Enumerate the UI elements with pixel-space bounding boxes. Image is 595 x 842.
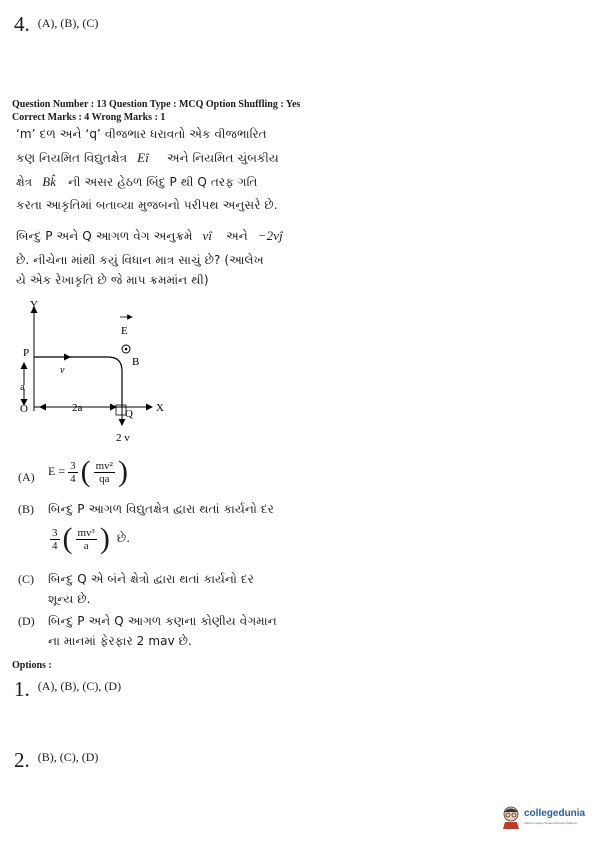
velocity-q: −2vĵ bbox=[257, 228, 283, 243]
option-b-text: બિન્દુ P આગળ વિદ્યુતક્ષેત્ર દ્વારા થતાં કાર્યનો દર bbox=[48, 502, 274, 516]
option-d-label: (D) bbox=[18, 614, 35, 628]
question-line: કરતા આકૃતિમાં બતાવ્યા મુજબનો પરીપથ અનુસરે છે. bbox=[16, 198, 278, 212]
y-axis-label: Y bbox=[30, 299, 38, 311]
vector-e: Eî bbox=[137, 150, 149, 165]
question-meta-line1: Question Number : 13 Question Type : MCQ Option Shuffling : Yes bbox=[12, 99, 301, 110]
option-4-row bbox=[14, 12, 98, 37]
answer-choice-1[interactable] bbox=[14, 677, 121, 702]
origin-label: O bbox=[20, 403, 28, 415]
option-b-label: (B) bbox=[18, 502, 34, 516]
question-line: કણ નિયમિત વિદ્યુતક્ષેત્ર Eî અને નિયમિત ચુંબકીય bbox=[16, 150, 279, 165]
question-line: ‘m’ દળ અને ‘q’ વીજભાર ધરાવતો એક વીજભારિત bbox=[16, 127, 267, 141]
question-line: છે. નીચેના માંથી કયું વિધાન માત્ર સાચું છે? (આલેખ bbox=[16, 253, 264, 267]
velocity-v-label: v bbox=[60, 365, 65, 376]
answer-text: (B), (C), (D) bbox=[37, 750, 99, 764]
answer-choice-2[interactable] bbox=[14, 748, 98, 773]
question-line: બિન્દુ P અને Q આગળ વેગ અનુક્રમે vî અને −2vĵ bbox=[16, 228, 283, 243]
field-b-label: B bbox=[132, 356, 140, 368]
distance-a-label: a bbox=[20, 381, 25, 393]
trajectory-path bbox=[34, 357, 122, 407]
field-e-label: E bbox=[121, 325, 128, 337]
option-d-text: બિન્દુ P અને Q આગળ કણના કોણીય વેગમાન bbox=[48, 614, 277, 628]
distance-2a-label: 2a bbox=[72, 402, 83, 414]
x-axis-label: X bbox=[156, 402, 164, 414]
logo-brand: collegedunia bbox=[524, 808, 586, 819]
collegedunia-logo bbox=[500, 803, 586, 831]
trajectory-diagram bbox=[10, 295, 180, 447]
option-b-formula: $\frac{3}{4}$ ( $\frac{\text{mv³}}{a}$ ) છે. bbox=[52, 522, 131, 555]
answer-text: (A), (B), (C), (D) bbox=[37, 679, 122, 693]
answer-number: 2. bbox=[14, 748, 30, 772]
velocity-p: vî bbox=[202, 228, 213, 243]
mascot-icon bbox=[500, 805, 522, 829]
options-heading: Options : bbox=[12, 660, 52, 671]
option-d-text: ના માનમાં ફેરફાર 2 mav છે. bbox=[48, 634, 192, 648]
option-a-formula: E = $\frac{3}{4}$ ( $\frac{\text{mv²}}{qa}$ ) bbox=[48, 455, 128, 488]
answer-number: 1. bbox=[14, 677, 30, 701]
point-q-label: Q bbox=[125, 408, 133, 420]
option-c-text: શૂન્ય છે. bbox=[48, 592, 91, 606]
option-number: 4. bbox=[14, 12, 30, 36]
option-c-text: બિન્દુ Q એ બંને ક્ષેત્રો દ્વારા થતાં કાર્યનો દર bbox=[48, 572, 254, 586]
question-line: ક્ષેત્ર Bk̂ ની અસર હેઠળ બિંદુ P થી Q તરફ ગતિ bbox=[16, 174, 258, 189]
option-a-label: (A) bbox=[18, 470, 35, 484]
velocity-2v-label: 2 v bbox=[116, 432, 130, 444]
option-text: (A), (B), (C) bbox=[37, 16, 99, 30]
question-meta-line2: Correct Marks : 4 Wrong Marks : 1 bbox=[12, 112, 166, 123]
point-p-label: P bbox=[23, 347, 30, 359]
question-line: યે એક રેખાકૃતિ છે જે માપ ક્રમમાંન થી) bbox=[16, 273, 209, 287]
option-c-label: (C) bbox=[18, 572, 34, 586]
vector-b: Bk̂ bbox=[42, 174, 57, 189]
logo-tagline: India's Largest Student Review Platform bbox=[524, 821, 578, 825]
